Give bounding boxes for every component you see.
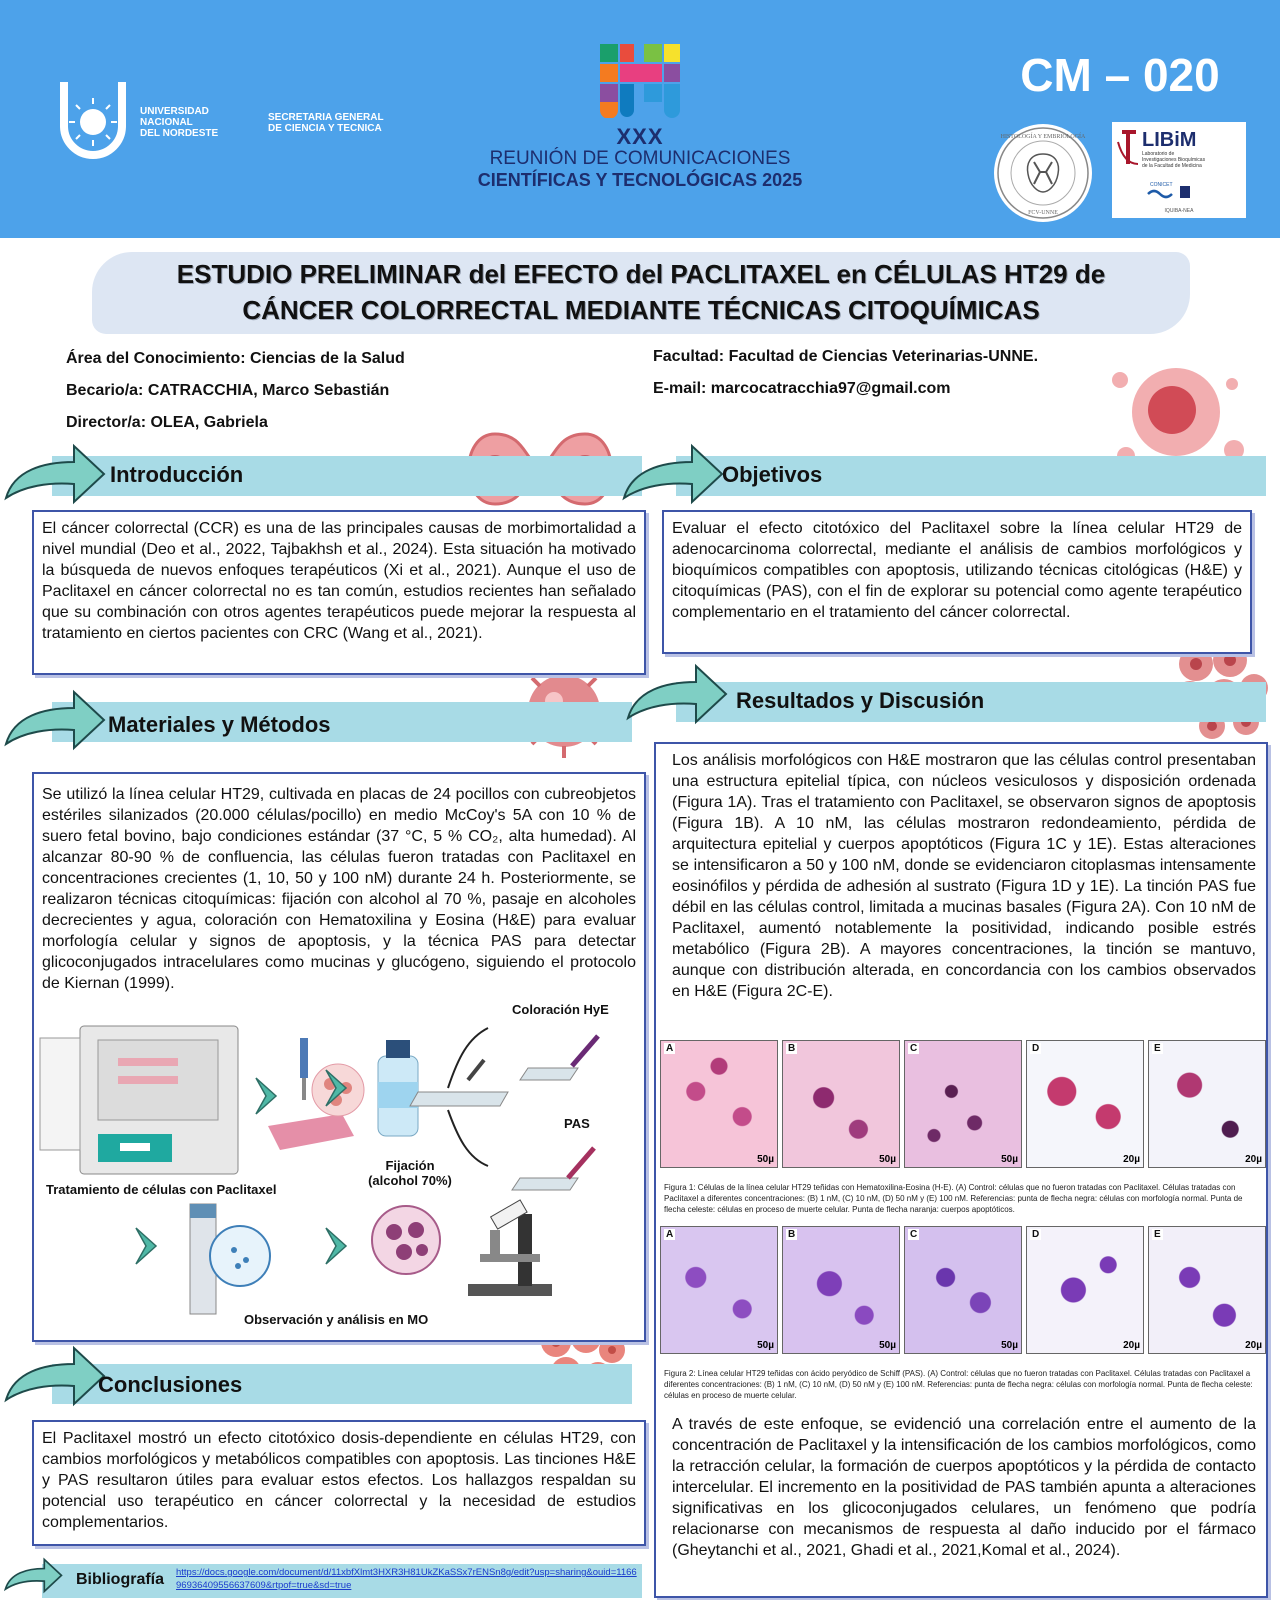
- pas-label: PAS: [564, 1116, 590, 1131]
- arrow-icon: [4, 1342, 108, 1412]
- tratamiento-label: Tratamiento de células con Paclitaxel: [46, 1182, 277, 1197]
- svg-text:de la Facultad de Medicina: de la Facultad de Medicina: [1142, 163, 1202, 169]
- svg-text:IQUIBA-NEA: IQUIBA-NEA: [1164, 208, 1194, 214]
- stained-cells-icon: [372, 1206, 440, 1274]
- res-text-2: A través de este enfoque, se evidenció una correlación entre el aumento de la concentración de Paclitaxel y la intensificación de los cambios morfológicos, como la retracción celular, la formación de cuerpos apoptóticos y la pérdida de contacto intercelular. El incremento en la positividad de PAS también apunta a alteraciones significativas en los glicoconjugados celulares, un fenómeno que podría relacionarse con mecanismos de respuesta al daño inducido por el fármaco (Gheytanchi et al., 2021, Ghadi et al., 2021,Komal et al., 2024).: [672, 1416, 1256, 1559]
- obj-text: Evaluar el efecto citotóxico del Paclitaxel sobre la línea celular HT29 de adenocarcinoma colorrectal, mediante el análisis de cambios morfológicos y bioquímicos compatibles con apoptosis, utilizando técnicas citológicas (H&E) y citoquímicas (PAS), con el fin de explorar su potencial como agente terapéutico complementario en el tratamiento del cáncer colorrectal.: [672, 520, 1242, 621]
- figure2-panels: [660, 1226, 1268, 1354]
- svg-text:Laboratorio de: Laboratorio de: [1142, 151, 1175, 157]
- arrow-icon: [622, 440, 726, 510]
- svg-text:CONICET: CONICET: [1150, 182, 1173, 188]
- libim-emblem-icon: [1112, 122, 1246, 218]
- arrow-icon: [4, 1556, 64, 1596]
- spinal-cord-icon: [994, 124, 1092, 222]
- hye-label: Coloración HyE: [512, 1002, 609, 1017]
- fig2-panel-d: D 20µ: [1026, 1226, 1144, 1354]
- conc-title: Conclusiones: [98, 1372, 243, 1397]
- res-title: Resultados y Discusión: [736, 688, 985, 713]
- biblio-title: Bibliografía: [76, 1571, 165, 1588]
- biblio-link[interactable]: https://docs.google.com/document/d/11xbfXlmt3HXR3H81UkZKaSSx7rENSn8g/edit?usp=sharing&ouid=116696936409556637609&rtpof=true&sd=true: [176, 1567, 637, 1591]
- svg-text:Investigaciones Bioquímicas: Investigaciones Bioquímicas: [1142, 157, 1206, 163]
- figure2-caption: Figura 2: Línea celular HT29 teñidas con ácido peryódico de Schiff (PAS). (A) Control: células que no fueron tratadas con Paclitaxel. Células tratadas con Paclitaxel a diferentes concentraciones: (B) 1 nM, (C) 10 nM, (D) 50 nM y (E) 100 nM. Referencias: punta de flecha negra: células con morfología normal. Punta de flecha celeste: células en proceso de muerte celular.: [664, 1369, 1253, 1400]
- fig1-panel-b: B 50µ: [782, 1040, 900, 1168]
- histology-seal: [994, 124, 1092, 222]
- column-tube-icon: [190, 1204, 270, 1314]
- dropper-icon: [468, 1036, 598, 1178]
- svg-text:FCV-UNNE: FCV-UNNE: [1028, 210, 1058, 216]
- mm-text: Se utilizó la línea celular HT29, cultivada en placas de 24 pocillos con cubreobjetos estériles silanizados (20.000 células/pocillo) en medio McCoy's 5A con 10 % de suero fetal bovino, bajo condiciones estándar (37 °C, 5 % CO₂, alta humedad). Al alcanzar 80-90 % de confluencia, las células fueron tratadas con Paclitaxel en concentraciones crecientes (1, 10, 50 y 100 nM) durante 24 h. Posteriormente, se realizaron técnicas citoquímicas: fijación con alcohol al 70 %, pasaje en alcoholes decrecientes y agua, coloración con Hematoxilina y Eosina (H&E) para evaluar morfología celular y signos de apoptosis, y la técnica PAS para detectar glicoconjugados intracelulares como mucinas y glucógeno, siguiendo el protocolo de Kiernan (1999).: [42, 786, 636, 992]
- microscope-icon: [468, 1200, 552, 1296]
- fig1-panel-c: C 50µ: [904, 1040, 1022, 1168]
- fig1-panel-d: D 20µ: [1026, 1040, 1144, 1168]
- event-number: XXX: [616, 124, 664, 149]
- fig1-panel-e: E 20µ: [1148, 1040, 1266, 1168]
- conc-text: El Paclitaxel mostró un efecto citotóxico dosis-dependiente en células HT29, con cambios morfológicos y metabólicos compatibles con apoptosis. Las tinciones H&E y PAS resultaron útiles para evaluar estos efectos. Los hallazgos respaldan su potencial uso terapéutico en cáncer colorrectal y la necesidad de estudios complementarios.: [42, 1430, 636, 1531]
- event-title-line1: REUNIÓN DE COMUNICACIONES: [489, 148, 791, 169]
- arrow-icon: [4, 686, 108, 756]
- fig2-panel-e: E 20µ: [1148, 1226, 1266, 1354]
- fig2-panel-c: C 50µ: [904, 1226, 1022, 1354]
- fig2-panel-b: B 50µ: [782, 1226, 900, 1354]
- methods-diagram: [38, 1018, 638, 1334]
- svg-text:LIBiM: LIBiM: [1142, 129, 1197, 151]
- unne-logo: [58, 82, 128, 162]
- director-info: Director/a: OLEA, Gabriela: [66, 414, 268, 431]
- poster-title: ESTUDIO PRELIMINAR del EFECTO del PACLITAXEL en CÉLULAS HT29 de CÁNCER COLORRECTAL MEDIANTE TÉCNICAS CITOQUÍMICAS: [176, 259, 1106, 325]
- figure1-caption: Figura 1: Células de la línea celular HT29 teñidas con Hematoxilina-Eosina (H-E). (A) Control: células que no fueron tratadas con Paclitaxel. Células tratadas con Paclitaxel a diferentes concentraciones: (B) 1 nM, (C) 10 nM, (D) 50 nM y (E) 100 nM. Referencias: punta de flecha negra: células con morfología normal. Punta de flecha celeste: células en proceso de muerte celular. Punta de flecha naranja: cuerpos apoptóticos.: [664, 1183, 1243, 1214]
- becario-info: Becario/a: CATRACCHIA, Marco Sebastián: [66, 382, 390, 399]
- obj-title: Objetivos: [722, 462, 823, 487]
- intro-title: Introducción: [110, 462, 244, 487]
- university-name: UNIVERSIDAD NACIONAL DEL NORDESTE: [140, 106, 219, 139]
- area-info: Área del Conocimiento: Ciencias de la Salud: [66, 350, 405, 367]
- fig1-panel-a: A 50µ: [660, 1040, 778, 1168]
- secretaria-name: SECRETARIA GENERAL DE CIENCIA Y TECNICA: [268, 112, 384, 134]
- plate-pipette-icon: [268, 1038, 364, 1150]
- figure1-panels: [660, 1040, 1268, 1168]
- fixative-bottle-icon: [378, 1040, 418, 1136]
- event-title-line2: CIENTÍFICAS Y TECNOLÓGICAS 2025: [477, 170, 803, 190]
- poster-code: CM – 020: [1020, 49, 1220, 101]
- event-logo: [600, 44, 680, 118]
- fig2-panel-a: A 50µ: [660, 1226, 778, 1354]
- email-info: E-mail: marcocatracchia97@gmail.com: [653, 380, 951, 397]
- observacion-label: Observación y análisis en MO: [244, 1312, 429, 1327]
- libim-logo: [1112, 122, 1246, 218]
- arrow-icon: [626, 660, 730, 730]
- facultad-info: Facultad: Facultad de Ciencias Veterinarias-UNNE.: [653, 348, 1039, 365]
- res-text-1: Los análisis morfológicos con H&E mostraron que las células control presentaban una estructura epitelial típica, con núcleos vesiculosos y disposición ordenada (Figura 1A). Tras el tratamiento con Paclitaxel, se observaron signos de apoptosis (Figura 1B). A 10 nM, las células mostraron redondeamiento, pérdida de arquitectura epitelial y cuerpos apoptóticos (Figura 1C y 1E). Estas alteraciones se intensificaron a 50 y 100 nM, donde se evidenciaron citoplasmas intensamente eosinófilos y pérdida de adhesión al sustrato (Figura 1D y 1E). La tinción PAS fue débil en las células control, limitada a mucinas basales (Figura 2A). Con 10 nM de Paclitaxel, aumentó notablemente la positividad, indicando posible estrés metabólico (Figura 2B). A mayores concentraciones, la tinción se mantuvo, aunque con distribución alterada, en concordancia con los cambios observados en H&E (Figura 2C-E).: [672, 752, 1256, 1000]
- svg-text:HISTOLOGÍA Y EMBRIOLOGÍA: HISTOLOGÍA Y EMBRIOLOGÍA: [1000, 134, 1086, 140]
- mm-title: Materiales y Métodos: [108, 712, 331, 737]
- intro-text: El cáncer colorrectal (CCR) es una de las principales causas de morbimortalidad a nivel mundial (Deo et al., 2022, Tajbakhsh et al., 2024). Esta situación ha motivado la búsqueda de nuevos enfoques terapéuticos (Xi et al., 2021). Aunque el uso de Paclitaxel en cáncer colorrectal no es tan común, estudios recientes han señalado que su combinación con otros agentes terapéuticos puede mejorar la respuesta al tratamiento en ciertos pacientes con CRC (Wang et al., 2021).: [42, 520, 636, 642]
- arrow-icon: [4, 440, 108, 510]
- incubator-icon: [40, 1026, 238, 1174]
- fijacion-label: Fijación (alcohol 70%): [368, 1158, 452, 1188]
